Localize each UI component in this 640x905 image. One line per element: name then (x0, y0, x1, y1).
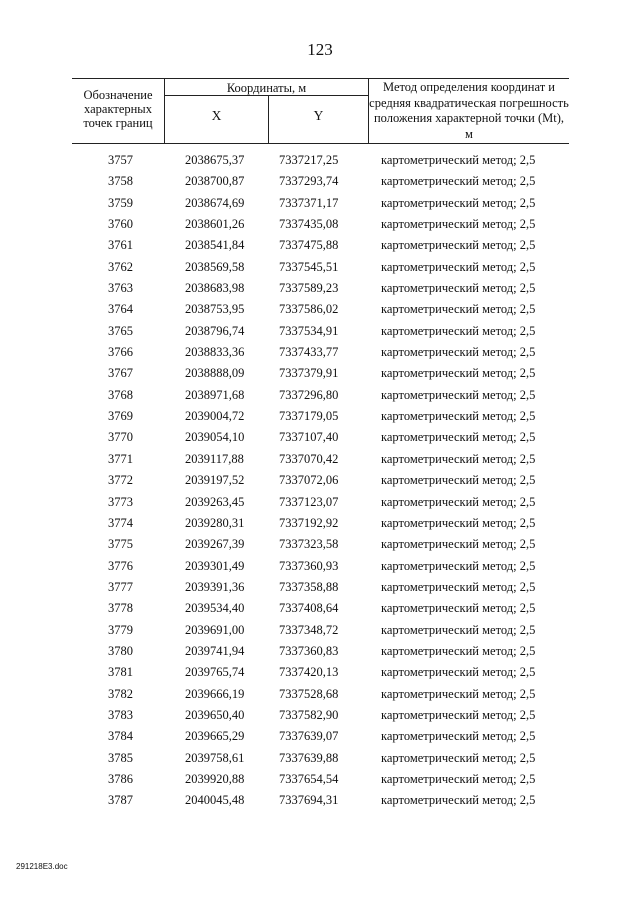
method-cell: картометрический метод; 2,5 (381, 537, 536, 552)
point-id: 3761 (108, 238, 133, 253)
file-name: 291218E3.doc (16, 862, 68, 871)
table-row (72, 705, 569, 726)
point-id: 3769 (108, 409, 133, 424)
table-row (72, 171, 569, 192)
point-id: 3763 (108, 281, 133, 296)
coord-x: 2039765,74 (185, 665, 245, 680)
point-id: 3757 (108, 153, 133, 167)
point-id: 3758 (108, 174, 133, 189)
method-cell: картометрический метод; 2,5 (381, 601, 536, 616)
coord-y: 7337371,17 (279, 195, 339, 210)
header-method: Метод определения координат и средняя квадратическая погрешность положения характерной точки (Mt), м (369, 80, 569, 141)
point-id: 3784 (108, 729, 133, 744)
table-row (72, 427, 569, 448)
table-row (72, 641, 569, 662)
table-row (72, 662, 569, 683)
table-row (72, 598, 569, 619)
coord-y: 7337072,06 (279, 473, 339, 488)
coord-x: 2040045,48 (185, 793, 245, 808)
point-id: 3777 (108, 579, 133, 594)
table-row (72, 278, 569, 299)
table-row (72, 534, 569, 555)
method-cell: картометрический метод; 2,5 (381, 707, 536, 722)
coord-x: 2039004,72 (185, 409, 245, 424)
coord-y: 7337654,54 (279, 771, 339, 786)
method-cell: картометрический метод; 2,5 (381, 430, 536, 445)
table-body (72, 150, 569, 812)
table-row (72, 492, 569, 513)
method-cell: картометрический метод; 2,5 (381, 515, 536, 530)
point-id: 3774 (108, 515, 133, 530)
coord-x: 2039650,40 (185, 707, 245, 722)
coord-x: 2038753,95 (185, 302, 245, 317)
coord-y: 7337348,72 (279, 622, 339, 637)
coord-y: 7337360,83 (279, 643, 339, 658)
coord-y: 7337586,02 (279, 302, 339, 317)
header-points: Обозначение характерных точек границ (83, 88, 153, 130)
point-id: 3765 (108, 323, 133, 338)
point-id: 3787 (108, 793, 133, 808)
coord-x: 2038833,36 (185, 345, 245, 360)
method-cell: картометрический метод; 2,5 (381, 323, 536, 338)
coord-y: 7337435,08 (279, 217, 339, 232)
coord-y: 7337639,07 (279, 729, 339, 744)
point-id: 3771 (108, 451, 133, 466)
point-id: 3773 (108, 494, 133, 509)
header-y: Y (313, 108, 324, 123)
coord-x: 2039741,94 (185, 643, 245, 658)
point-id: 3760 (108, 217, 133, 232)
coord-y: 7337420,13 (279, 665, 339, 680)
table-row (72, 449, 569, 470)
point-id: 3766 (108, 345, 133, 360)
point-id: 3782 (108, 686, 133, 701)
method-cell: картометрический метод; 2,5 (381, 238, 536, 253)
table-row (72, 620, 569, 641)
table-row (72, 342, 569, 363)
table-row (72, 684, 569, 705)
coord-x: 2038888,09 (185, 366, 245, 381)
method-cell: картометрический метод; 2,5 (381, 622, 536, 637)
coord-y: 7337217,25 (279, 153, 339, 167)
point-id: 3770 (108, 430, 133, 445)
method-cell: картометрический метод; 2,5 (381, 579, 536, 594)
table-row (72, 150, 569, 171)
method-cell: картометрический метод; 2,5 (381, 643, 536, 658)
coord-y: 7337358,88 (279, 579, 339, 594)
coord-x: 2039267,39 (185, 537, 245, 552)
table-row (72, 214, 569, 235)
method-cell: картометрический метод; 2,5 (381, 665, 536, 680)
coord-y: 7337323,58 (279, 537, 339, 552)
coord-x: 2039534,40 (185, 601, 245, 616)
coord-x: 2039666,19 (185, 686, 245, 701)
method-cell: картометрический метод; 2,5 (381, 771, 536, 786)
table-row (72, 556, 569, 577)
point-id: 3775 (108, 537, 133, 552)
coord-y: 7337408,64 (279, 601, 339, 616)
coord-x: 2038601,26 (185, 217, 245, 232)
method-cell: картометрический метод; 2,5 (381, 793, 536, 808)
point-id: 3778 (108, 601, 133, 616)
method-cell: картометрический метод; 2,5 (381, 750, 536, 765)
coord-x: 2038971,68 (185, 387, 245, 402)
coord-x: 2038569,58 (185, 259, 245, 274)
method-cell: картометрический метод; 2,5 (381, 729, 536, 744)
method-cell: картометрический метод; 2,5 (381, 345, 536, 360)
point-id: 3768 (108, 387, 133, 402)
point-id: 3780 (108, 643, 133, 658)
method-cell: картометрический метод; 2,5 (381, 259, 536, 274)
coord-y: 7337589,23 (279, 281, 339, 296)
table-row (72, 790, 569, 811)
method-cell: картометрический метод; 2,5 (381, 366, 536, 381)
coord-y: 7337694,31 (279, 793, 339, 808)
point-id: 3776 (108, 558, 133, 573)
table-row (72, 299, 569, 320)
point-id: 3772 (108, 473, 133, 488)
coord-x: 2039665,29 (185, 729, 245, 744)
coord-x: 2039054,10 (185, 430, 245, 445)
coord-x: 2039758,61 (185, 750, 245, 765)
coord-x: 2039920,88 (185, 771, 245, 786)
coord-y: 7337475,88 (279, 238, 339, 253)
table-row (72, 406, 569, 427)
page-number: 123 (307, 40, 333, 59)
header-x: X (211, 108, 222, 123)
point-id: 3779 (108, 622, 133, 637)
coord-y: 7337179,05 (279, 409, 339, 424)
point-id: 3781 (108, 665, 133, 680)
table-header (72, 78, 569, 144)
table-row (72, 470, 569, 491)
coord-y: 7337534,91 (279, 323, 339, 338)
coord-x: 2038700,87 (185, 174, 245, 189)
coord-y: 7337192,92 (279, 515, 339, 530)
coord-x: 2038541,84 (185, 238, 245, 253)
coord-y: 7337123,07 (279, 494, 339, 509)
table-row (72, 748, 569, 769)
method-cell: картометрический метод; 2,5 (381, 153, 536, 167)
method-cell: картометрический метод; 2,5 (381, 686, 536, 701)
coord-x: 2038675,37 (185, 153, 245, 167)
method-cell: картометрический метод; 2,5 (381, 473, 536, 488)
method-cell: картометрический метод; 2,5 (381, 387, 536, 402)
coord-x: 2039197,52 (185, 473, 245, 488)
table-row (72, 513, 569, 534)
coord-y: 7337433,77 (279, 345, 339, 360)
table-row (72, 385, 569, 406)
method-cell: картометрический метод; 2,5 (381, 302, 536, 317)
point-id: 3783 (108, 707, 133, 722)
coord-x: 2039391,36 (185, 579, 245, 594)
point-id: 3762 (108, 259, 133, 274)
table-row (72, 726, 569, 747)
point-id: 3785 (108, 750, 133, 765)
coord-x: 2038796,74 (185, 323, 245, 338)
coord-x: 2039691,00 (185, 622, 245, 637)
table-row (72, 257, 569, 278)
table-row (72, 769, 569, 790)
header-coordinates: Координаты, м (226, 81, 307, 95)
method-cell: картометрический метод; 2,5 (381, 558, 536, 573)
coord-x: 2039280,31 (185, 515, 245, 530)
point-id: 3786 (108, 771, 133, 786)
coord-y: 7337107,40 (279, 430, 339, 445)
method-cell: картометрический метод; 2,5 (381, 494, 536, 509)
coord-x: 2039263,45 (185, 494, 245, 509)
method-cell: картометрический метод; 2,5 (381, 195, 536, 210)
table-row (72, 363, 569, 384)
coord-y: 7337582,90 (279, 707, 339, 722)
coord-y: 7337296,80 (279, 387, 339, 402)
coord-x: 2039117,88 (185, 451, 244, 466)
table-row (72, 193, 569, 214)
table-row (72, 577, 569, 598)
coord-x: 2039301,49 (185, 558, 245, 573)
coord-y: 7337639,88 (279, 750, 339, 765)
coord-y: 7337528,68 (279, 686, 339, 701)
coord-y: 7337293,74 (279, 174, 339, 189)
coord-x: 2038674,69 (185, 195, 245, 210)
method-cell: картометрический метод; 2,5 (381, 174, 536, 189)
method-cell: картометрический метод; 2,5 (381, 281, 536, 296)
table-row (72, 235, 569, 256)
point-id: 3764 (108, 302, 133, 317)
coord-y: 7337360,93 (279, 558, 339, 573)
method-cell: картометрический метод; 2,5 (381, 217, 536, 232)
coord-x: 2038683,98 (185, 281, 245, 296)
coord-y: 7337545,51 (279, 259, 339, 274)
table-row (72, 321, 569, 342)
method-cell: картометрический метод; 2,5 (381, 451, 536, 466)
coord-y: 7337379,91 (279, 366, 339, 381)
method-cell: картометрический метод; 2,5 (381, 409, 536, 424)
coord-y: 7337070,42 (279, 451, 339, 466)
point-id: 3767 (108, 366, 133, 381)
point-id: 3759 (108, 195, 133, 210)
header-divider (164, 95, 368, 96)
